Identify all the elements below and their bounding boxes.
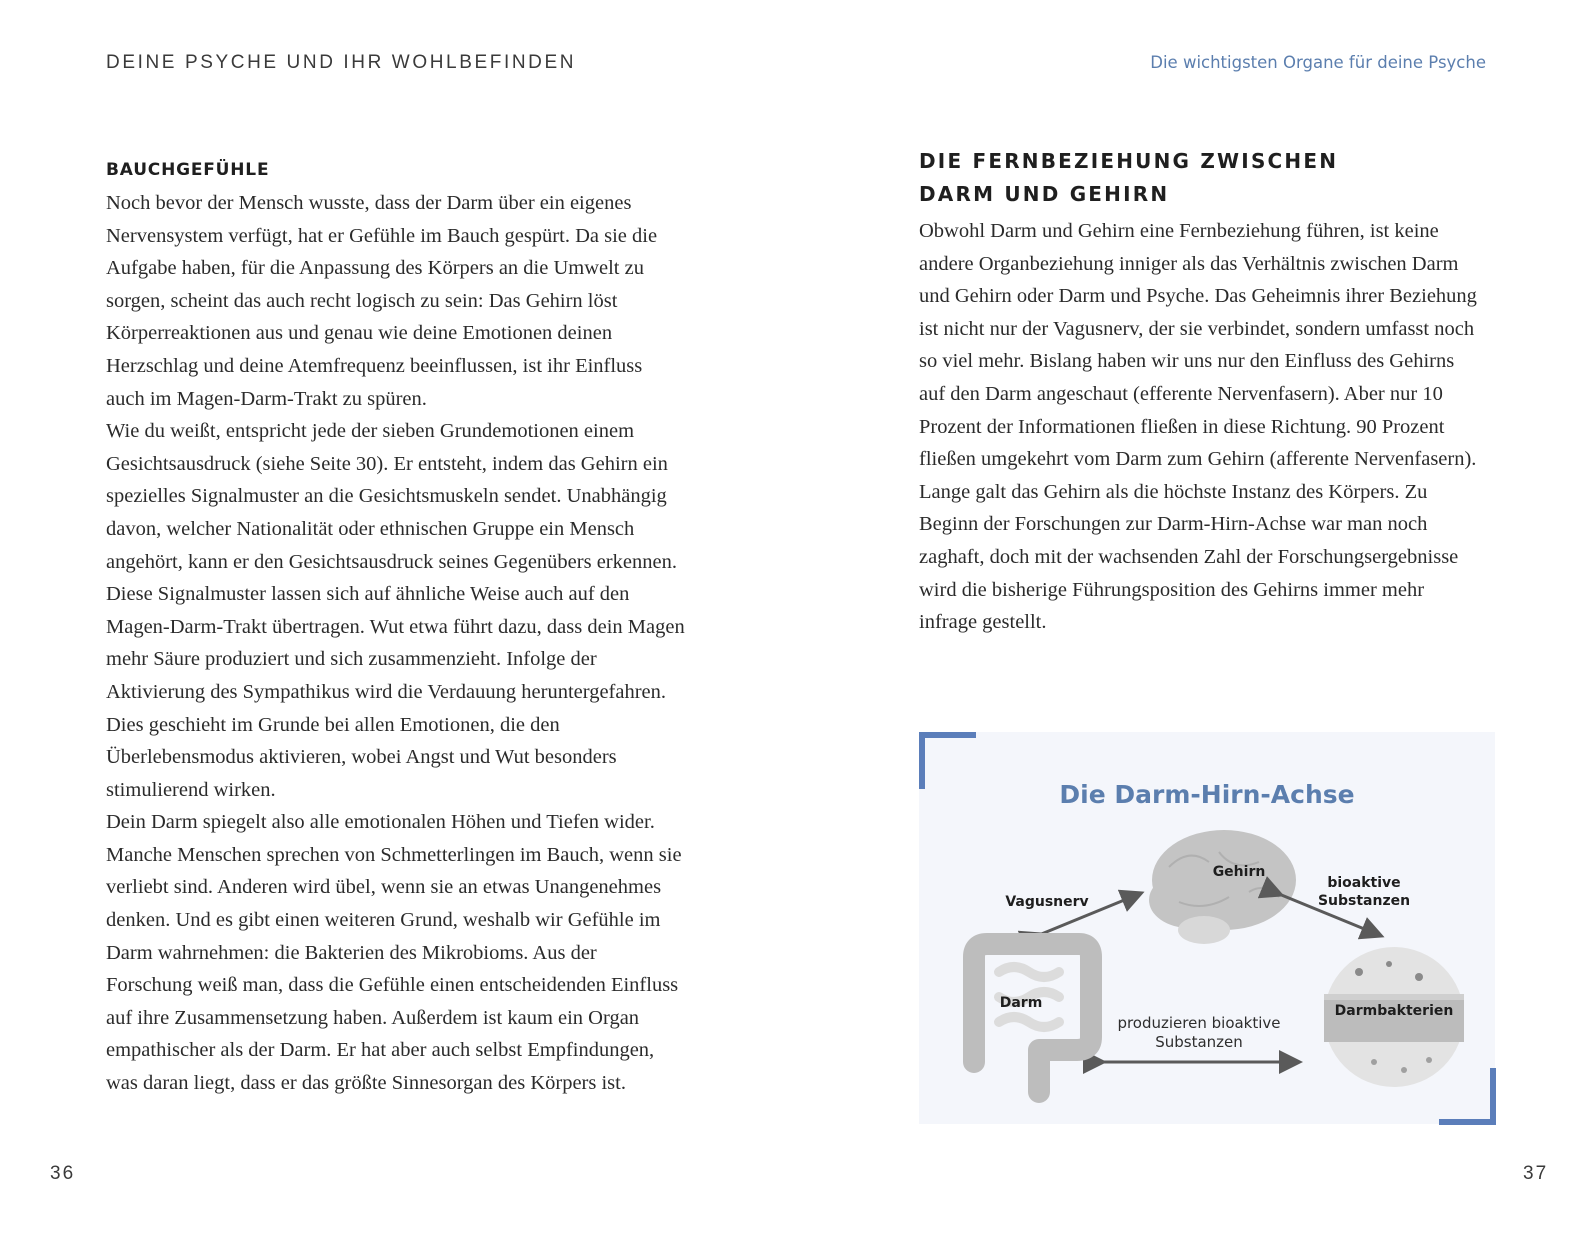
paragraph: Wie du weißt, entspricht jede der sieben Grundemotionen einem Gesichtsausdruck (siehe Seite 30). Er entsteht, indem das Gehirn ein spezielles Signalmuster an die Gesichtsmuskeln sendet. Unabhängig davon, welcher Nationalität oder ethnischen Gruppe ein Mensch angehört, kann er den Gesichtsausdruck seines Gegenübers erkennen. Diese Signalmuster lassen sich auf ähnliche Weise auch auf den Magen-Darm-Trakt übertragen. Wut etwa führt dazu, dass dein Magen mehr Säure produziert und sich zusammenzieht. Infolge der Aktivierung des Sympathikus wird die Verdauung heruntergefahren. Dies geschieht im Grunde bei allen Emotionen, die den Überlebensmodus aktivieren, wobei Angst und Wut besonders stimulierend wirken. <box>106 420 685 801</box>
paragraph: Lange galt das Gehirn als die höchste Instanz des Körpers. Zu Beginn der Forschungen zur Darm-Hirn-Achse war man noch zaghaft, doch mit der wachsenden Zahl der Forschungsergebnisse wird die bisherige Führungsposition des Gehirns immer mehr infrage gestellt. <box>919 480 1459 634</box>
section-heading-bauchgefuehle: BAUCHGEFÜHLE <box>106 160 270 180</box>
figure-title: Die Darm-Hirn-Achse <box>1059 780 1355 809</box>
gut-brain-axis-figure <box>919 732 1495 1124</box>
page-number-left: 36 <box>50 1163 76 1184</box>
running-head-left: DEINE PSYCHE UND IHR WOHLBEFINDEN <box>106 52 577 73</box>
paragraph: Obwohl Darm und Gehirn eine Fernbeziehung führen, ist keine andere Organbeziehung inniger als das Verhältnis zwischen Darm und Gehirn oder Darm und Psyche. Das Geheimnis ihrer Beziehung ist nicht nur der Vagusnerv, der sie verbindet, sondern umfasst noch so viel mehr. Bislang haben wir uns nur den Einfluss des Gehirns auf den Darm angeschaut (efferente Nervenfasern). Aber nur 10 Prozent der Informationen fließen in diese Richtung. 90 Prozent fließen umgekehrt vom Darm zum Gehirn (afferente Nervenfasern). <box>919 220 1477 471</box>
label-bioactive-1: bioaktive <box>1327 875 1401 891</box>
label-gut: Darm <box>999 995 1043 1011</box>
paragraph: Noch bevor der Mensch wusste, dass der Darm über ein eigenes Nervensystem verfügt, hat er Gefühle im Bauch gespürt. Da sie die Aufgabe haben, für die Anpassung des Körpers an die Umwelt zu sorgen, scheint das auch recht logisch zu sein: Das Gehirn löst Körperreaktionen aus und genau wie deine Emotionen deinen Herzschlag und deine Atemfrequenz beeinflussen, ist ihr Einfluss auch im Magen-Darm-Trakt zu spüren. <box>106 192 658 410</box>
left-page-column <box>106 155 686 1100</box>
intestine-icon <box>974 944 1091 1092</box>
chapter-heading-line2: DARM UND GEHIRN <box>919 182 1170 206</box>
paragraph: Dein Darm spiegelt also alle emotionalen Höhen und Tiefen wider. Manche Menschen sprechen von Schmetterlingen im Bauch, wenn sie verliebt sind. Anderen wird übel, wenn sie an etwas Unangenehmes denken. Und es gibt einen weiteren Grund, weshalb wir Gefühle im Darm wahrnehmen: die Bakterien des Mikrobioms. Aus der Forschung weiß man, dass die Gefühle einen entscheidenden Einfluss auf ihre Zusammensetzung haben. Außerdem ist kaum ein Organ empathischer als der Darm. Er hat aber auch selbst Empfindungen, was daran liegt, dass er das größte Sinnesorgan des Körpers ist. <box>106 811 682 1095</box>
label-bioactive-2: Substanzen <box>1317 893 1411 909</box>
figure-corner-top-left <box>919 732 976 789</box>
page-number-right: 37 <box>1523 1163 1549 1184</box>
label-brain: Gehirn <box>1212 864 1266 880</box>
figure-corner-bottom-right <box>1439 1068 1496 1125</box>
caption-line1: produzieren bioaktive <box>1117 1014 1281 1032</box>
label-vagus: Vagusnerv <box>1005 894 1089 910</box>
caption-line2: Substanzen <box>1155 1033 1243 1051</box>
brain-icon <box>1149 830 1296 944</box>
running-head-right: Die wichtigsten Organe für deine Psyche <box>1150 53 1486 72</box>
label-bacteria: Darmbakterien <box>1334 1003 1454 1019</box>
right-page-column <box>919 145 1479 639</box>
chapter-heading-line1: DIE FERNBEZIEHUNG ZWISCHEN <box>919 149 1339 173</box>
